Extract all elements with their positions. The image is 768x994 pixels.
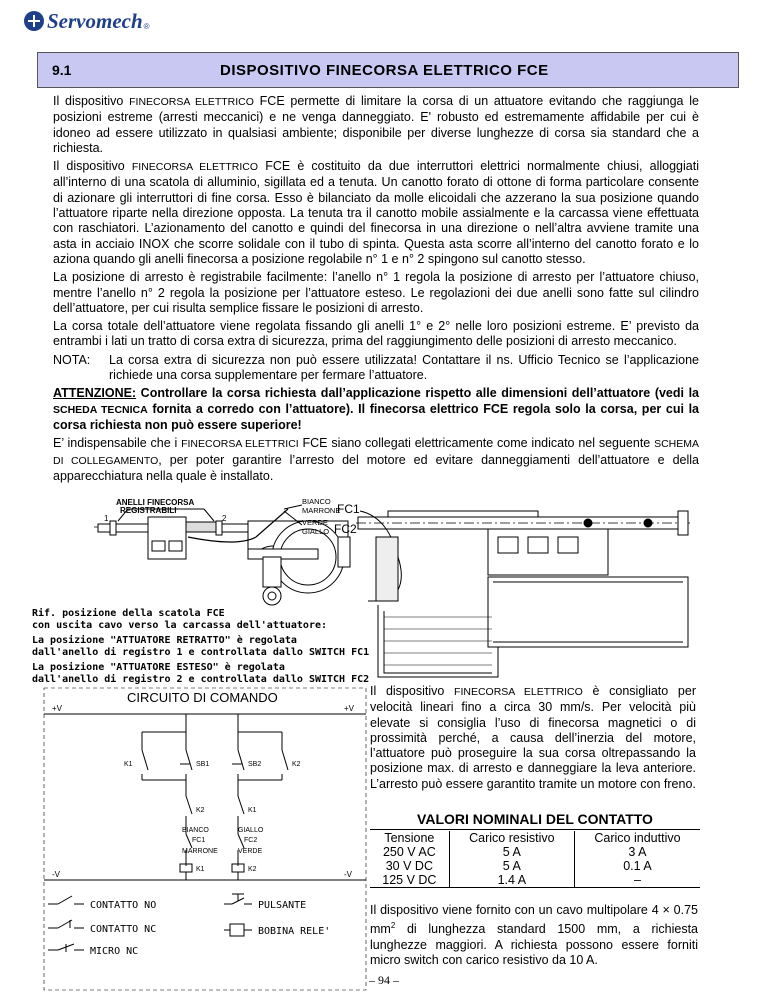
- cell-voltage: 250 V AC: [370, 845, 449, 859]
- circuit-title: CIRCUITO DI COMANDO: [127, 690, 278, 705]
- body-text: [53, 94, 699, 487]
- vminus-left: -V: [52, 870, 60, 879]
- caption-line-1: Rif. posizione della scatola FCE: [32, 608, 225, 619]
- coil-k2-label: K2: [248, 866, 257, 873]
- circuit-giallo: GIALLO: [238, 827, 264, 834]
- wire-verde: VERDE: [302, 518, 328, 527]
- nota-block: [53, 353, 699, 384]
- legend-pulsante: PULSANTE: [258, 900, 307, 911]
- wire-marrone: MARRONE: [302, 506, 341, 515]
- legend-contatto-nc: CONTATTO NC: [90, 924, 157, 935]
- ratings-title: VALORI NOMINALI DEL CONTATTO: [370, 811, 700, 830]
- table-row: [370, 873, 700, 888]
- nota-label: NOTA:: [53, 352, 91, 367]
- attention-block: ATTENZIONE: Controllare la corsa richiesta dall’applicazione rispetto alle dimensioni dell’attuatore (vedi la SCHEDA TECNICA fornita a corredo con l’attuatore). Il finecorsa elettrico FCE regola solo la corsa, per cui la corsa richiesta non può essere superiore!: [53, 386, 700, 432]
- section-number: 9.1: [52, 62, 72, 78]
- table-row: [370, 845, 700, 859]
- cell-resistive: 5 A: [449, 845, 574, 859]
- circuit-fc2: FC2: [244, 837, 258, 844]
- paragraph-intro: Il dispositivo FINECORSA ELETTRICO FCE permette di limitare la corsa di un attuatore evitando che raggiunga le posizioni estreme (arresti meccanici) e ne venga danneggiato. E' robusto ed estremamente affidabile per cui è idoneo ad essere utilizzato in qualsiasi ambiente; disponibile per diverse lunghezze di corsa sia standard che a richiesta.: [53, 94, 699, 155]
- rings-label-1: ANELLI FINECORSA: [116, 498, 195, 507]
- legend-micro-nc: MICRO NC: [90, 946, 139, 957]
- brand-mark-icon: [24, 11, 44, 31]
- caption-line-4: dall'anello di registro 1 e controllata dallo SWITCH FC1: [32, 647, 370, 658]
- k1-mid: K1: [248, 807, 257, 814]
- section-title: DISPOSITIVO FINECORSA ELETTRICO FCE: [220, 61, 549, 79]
- actuator-drawing: [32, 497, 694, 687]
- caption-line-2: con uscita cavo verso la carcassa dell'attuatore:: [32, 620, 328, 631]
- cell-inductive: –: [574, 873, 700, 888]
- table-header-row: [370, 831, 700, 845]
- circuit-marrone: MARRONE: [182, 848, 218, 855]
- k2-top: K2: [292, 761, 301, 768]
- circuit-bianco: BIANCO: [182, 827, 209, 834]
- header-carico-resistivo: Carico resistivo: [449, 831, 574, 845]
- paragraph-wiring: E’ indispensabile che i FINECORSA ELETTRICI FCE siano collegati elettricamente come indicato nel seguente SCHEMA DI COLLEGAMENTO, per poter garantire l’arresto del motore ed evitare danneggiamenti dell’attuatore e della apparecchiatura nella quale è installato.: [53, 436, 700, 483]
- ring-1-label: 1: [104, 514, 109, 523]
- sb1-label: SB1: [196, 761, 210, 768]
- speed-note: Il dispositivo FINECORSA ELETTRICO è consigliato per velocità lineari fino a circa 30 mm/s. Per velocità più elevate si consiglia l’uso di finecorsa magnetici o di prossimità perché, a causa dell’inerzia del motore, l’attuatore può proseguire la sua corsa oltrepassando la posizione max. di arresto e danneggiare la leva anteriore. L’arresto può essere garantito tramite un motore con freno.: [370, 684, 696, 791]
- cell-resistive: 5 A: [449, 859, 574, 873]
- control-circuit-diagram: [44, 688, 366, 990]
- fc2-label: FC2: [334, 522, 357, 536]
- vplus-right: +V: [344, 704, 355, 713]
- vplus-left: +V: [52, 704, 63, 713]
- caption-line-5: La posizione "ATTUATORE ESTESO" è regolata: [32, 662, 285, 673]
- brand-registered: ®: [143, 22, 150, 31]
- rings-label-2: REGISTRABILI: [120, 506, 177, 515]
- brand-logo: [24, 8, 150, 34]
- header-tensione: Tensione: [370, 831, 449, 845]
- wire-giallo: GIALLO: [302, 527, 330, 536]
- coil-k1-label: K1: [196, 866, 205, 873]
- fc1-label: FC1: [337, 502, 360, 516]
- legend-contatto-no: CONTATTO NO: [90, 900, 157, 911]
- caption-line-6: dall'anello di registro 2 e controllata dallo SWITCH FC2: [32, 674, 370, 685]
- ratings-table: [370, 831, 700, 888]
- cell-resistive: 1.4 A: [449, 873, 574, 888]
- paragraph-total-stroke: La corsa totale dell’attuatore viene regolata fissando gli anelli 1° e 2° nelle loro posizioni estreme. E’ previsto da entrambi i lati un tratto di corsa extra di sicurezza, prima del raggiungimento delle posizioni di arresto meccanico.: [53, 319, 699, 349]
- ring-2-label: 2: [222, 514, 227, 523]
- brand-name: Servomech: [47, 8, 143, 33]
- paragraph-adjustment: La posizione di arresto è registrabile facilmente: l’anello n° 1 regola la posizione di arresto per l’attuatore chiuso, mentre l’anello n° 2 regola la posizione per l’attuatore esteso. Le regolazioni dei due anelli sono fatte sul cilindro dell’attuatore, per cui risulta semplice fissare le posizioni di arresto.: [53, 270, 699, 315]
- cell-voltage: 125 V DC: [370, 873, 449, 888]
- sb2-label: SB2: [248, 761, 262, 768]
- header-carico-induttivo: Carico induttivo: [594, 831, 681, 845]
- legend-bobina: BOBINA RELE': [258, 926, 331, 937]
- cell-voltage: 30 V DC: [370, 859, 449, 873]
- circuit-fc1: FC1: [192, 837, 206, 844]
- cable-note: Il dispositivo viene fornito con un cavo multipolare 4 × 0.75 $mm^2$ di lunghezza standard 1500 mm, a richiesta lunghezze maggiori. A richiesta possono essere forniti micro switch con carico resistivo da 10 A.: [370, 903, 698, 968]
- wire-bianco: BIANCO: [302, 497, 331, 506]
- k1-top: K1: [124, 761, 133, 768]
- section-header: [37, 52, 739, 88]
- caption-line-3: La posizione "ATTUATORE RETRATTO" è regolata: [32, 635, 297, 646]
- table-row: [370, 859, 700, 873]
- k2-mid: K2: [196, 807, 205, 814]
- paragraph-construction: Il dispositivo FINECORSA ELETTRICO FCE è costituito da due interruttori elettrici normalmente chiusi, alloggiati all’interno di una scatola di alluminio, sigillata ed a tenuta. Un canotto forato di ottone di forma particolare consente di azionare gli interruttori di fine corsa. Esso è bilanciato da molle elicoidali che azzerano la sua posizione quando l’attuatore riparte nella direzione opposta. La tenuta tra il canotto mobile assialmente e la carcassa viene effettuata con raschiatori. L’azionamento del canotto e quindi del finecorsa in una direzione o nell’altra avviene tramite una asta in acciaio INOX che scorre solidale con il tubo di spinta. Questa asta scorre all’interno del canotto forato e lo aziona quando gli anelli finecorsa a posizione regolabile n° 1 e n° 2 spingono sul canotto stesso.: [53, 159, 699, 266]
- vminus-right: -V: [344, 870, 352, 879]
- page-number: – 94 –: [369, 973, 399, 987]
- cell-inductive: 0.1 A: [623, 859, 652, 873]
- nota-text: La corsa extra di sicurezza non può essere utilizzata! Contattare il ns. Ufficio Tecnico se l’applicazione richiede una corsa supplementare per fermare l’attuatore.: [109, 352, 699, 383]
- circuit-verde: VERDE: [238, 848, 263, 855]
- cell-inductive: 3 A: [628, 845, 647, 859]
